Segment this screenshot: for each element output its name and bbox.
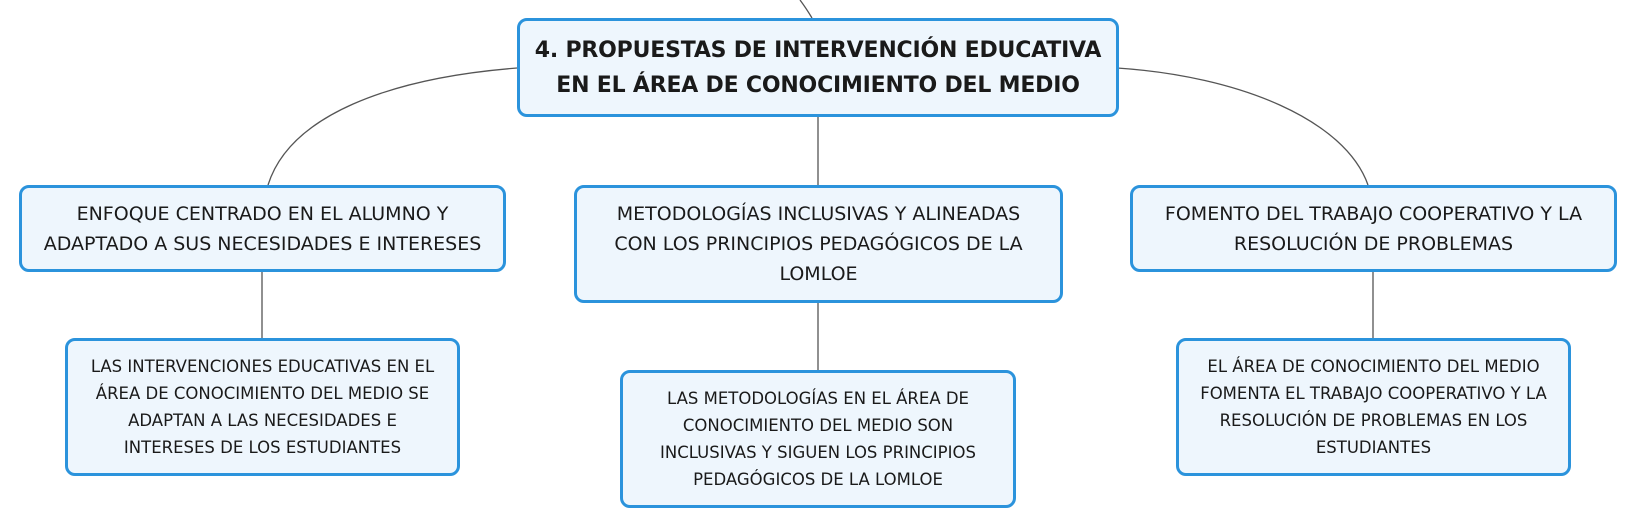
branch-node-2-label: METODOLOGÍAS INCLUSIVAS Y ALINEADAS CON LOS PRINCIPIOS PEDAGÓGICOS DE LA LOMLOE: [614, 203, 1023, 285]
child-node-2-label: LAS METODOLOGÍAS EN EL ÁREA DE CONOCIMIENTO DEL MEDIO SON INCLUSIVAS Y SIGUEN LOS PRINCIPIOS PEDAGÓGICOS DE LA LOMLOE: [660, 389, 976, 489]
child-node-3-label: EL ÁREA DE CONOCIMIENTO DEL MEDIO FOMENTA EL TRABAJO COOPERATIVO Y LA RESOLUCIÓN DE PROBLEMAS EN LOS ESTUDIANTES: [1200, 357, 1547, 457]
branch-node-1[interactable]: [19, 185, 506, 272]
branch-node-2[interactable]: [574, 185, 1063, 303]
child-node-1[interactable]: [65, 338, 460, 476]
child-node-2[interactable]: [620, 370, 1016, 508]
connector-root-to-branch-3: [1117, 68, 1368, 185]
child-node-3[interactable]: [1176, 338, 1571, 476]
child-node-1-label: LAS INTERVENCIONES EDUCATIVAS EN EL ÁREA DE CONOCIMIENTO DEL MEDIO SE ADAPTAN A LAS NECESIDADES E INTERESES DE LOS ESTUDIANTES: [90, 357, 435, 457]
connector-parent-to-root: [800, 0, 812, 18]
connector-root-to-branch-1: [268, 68, 517, 185]
root-node-label: 4. PROPUESTAS DE INTERVENCIÓN EDUCATIVA EN EL ÁREA DE CONOCIMIENTO DEL MEDIO: [534, 37, 1102, 98]
branch-node-3-label: FOMENTO DEL TRABAJO COOPERATIVO Y LA RESOLUCIÓN DE PROBLEMAS: [1164, 202, 1583, 255]
branch-node-3[interactable]: [1130, 185, 1617, 272]
root-node[interactable]: [517, 18, 1119, 117]
branch-node-1-label: ENFOQUE CENTRADO EN EL ALUMNO Y ADAPTADO A SUS NECESIDADES E INTERESES: [43, 202, 482, 255]
